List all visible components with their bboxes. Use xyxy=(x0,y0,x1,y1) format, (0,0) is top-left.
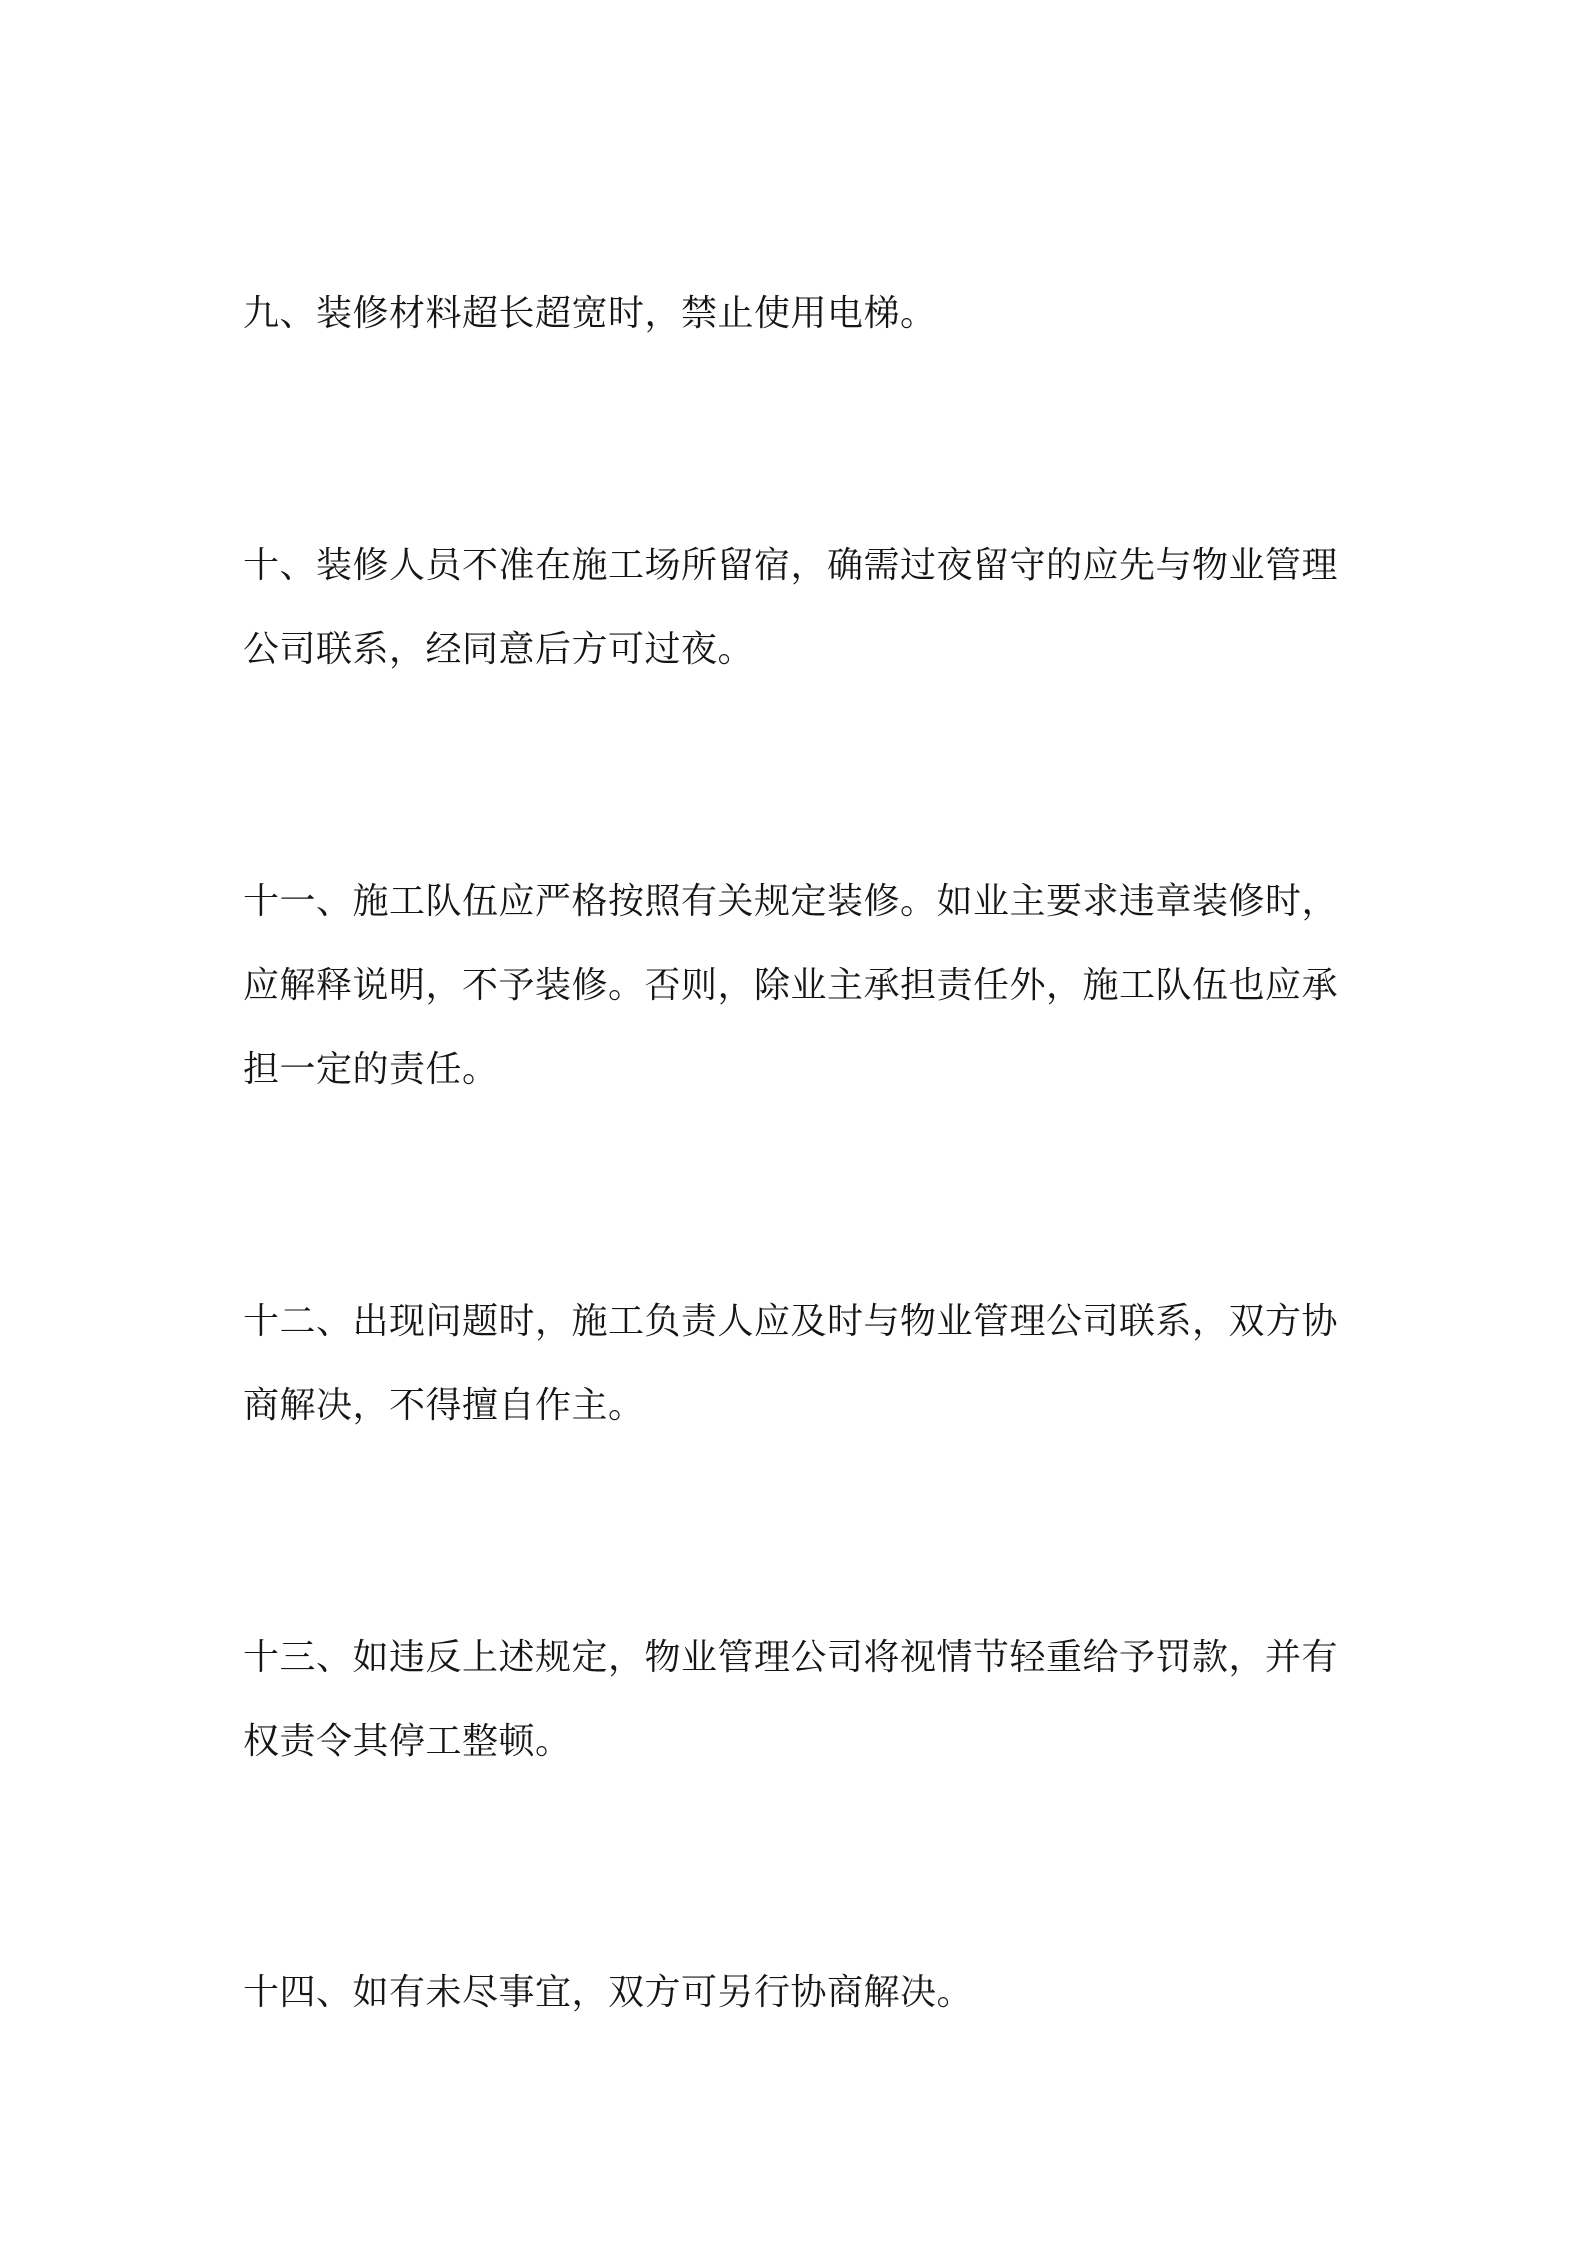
clause-11: 十一、施工队伍应严格按照有关规定装修。如业主要求违章装修时，应解释说明，不予装修。否则，除业主承担责任外，施工队伍也应承担一定的责任。 xyxy=(243,881,1339,1090)
clause-10: 十、装修人员不准在施工场所留宿，确需过夜留守的应先与物业管理公司联系，经同意后方可过夜。 xyxy=(243,545,1339,670)
clause-13: 十三、如违反上述规定，物业管理公司将视情节轻重给予罚款，并有权责令其停工整顿。 xyxy=(243,1637,1339,1762)
clause-12: 十二、出现问题时，施工负责人应及时与物业管理公司联系，双方协商解决，不得擅自作主。 xyxy=(243,1301,1339,1426)
clause-14: 十四、如有未尽事宜，双方可另行协商解决。 xyxy=(243,1972,974,2013)
clause-9: 九、装修材料超长超宽时，禁止使用电梯。 xyxy=(243,293,937,334)
